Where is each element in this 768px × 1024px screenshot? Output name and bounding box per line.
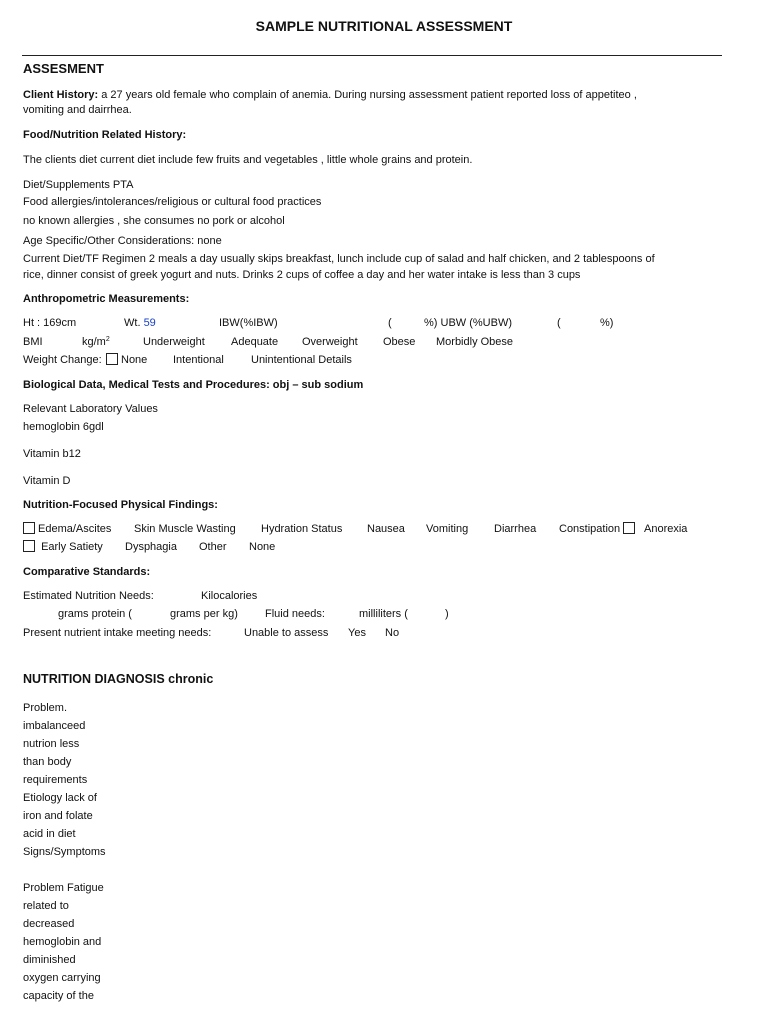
intake-unable: Unable to assess — [244, 627, 329, 639]
finding-nausea: Nausea — [367, 523, 405, 535]
weight-label: Wt. — [124, 317, 141, 329]
ubw-paren-open: ( — [557, 317, 561, 329]
weight-field — [124, 316, 156, 330]
client-history-text: a 27 years old female who complain of anemia. During nursing assessment patient reported loss of appetiteo , — [98, 89, 637, 101]
comparative-heading: Comparative Standards: — [23, 566, 151, 578]
diagnosis-line: related to — [23, 900, 69, 912]
current-diet-line2: rice, dinner consist of greek yogurt and nuts. Drinks 2 cups of coffee a day and her water intake is less than 3 cups — [23, 269, 581, 281]
food-allergies: Food allergies/intolerances/religious or cultural food practices — [23, 196, 322, 208]
diagnosis-line: hemoglobin and — [23, 936, 102, 948]
ubw-label: %) UBW (%UBW) — [424, 317, 512, 329]
grams-per-kg-label: grams per kg) — [170, 608, 238, 620]
section-assessment-heading: ASSESMENT — [23, 61, 104, 76]
diagnosis-line: than body — [23, 756, 72, 768]
finding-constipation-option[interactable] — [559, 522, 638, 536]
no-allergies: no known allergies , she consumes no pork or alcohol — [23, 215, 285, 227]
finding-hydration: Hydration Status — [261, 523, 343, 535]
diagnosis-line: requirements — [23, 774, 88, 786]
weight-change-checkbox[interactable] — [106, 353, 118, 365]
edema-checkbox[interactable] — [23, 522, 35, 534]
age-specific: Age Specific/Other Considerations: none — [23, 235, 222, 247]
diagnosis-spacer — [23, 861, 113, 879]
ubw-pct-close: %) — [600, 317, 614, 329]
diagnosis-line: iron and folate — [23, 810, 93, 822]
client-history-line2: vomiting and dairrhea. — [23, 104, 132, 116]
bmi-label: BMI — [23, 336, 43, 348]
diagnosis-line: oxygen carrying — [23, 972, 101, 984]
diagnosis-line: Problem Fatigue — [23, 882, 104, 894]
finding-dysphagia: Dysphagia — [125, 541, 177, 553]
finding-edema: Edema/Ascites — [38, 523, 112, 535]
vitamin-b12: Vitamin b12 — [23, 448, 81, 460]
ibw-label: IBW(%IBW) — [219, 317, 278, 329]
intake-yes: Yes — [348, 627, 366, 639]
physical-findings-heading: Nutrition-Focused Physical Findings: — [23, 499, 218, 511]
finding-constipation: Constipation — [559, 523, 621, 535]
diagnosis-line: Problem. — [23, 702, 68, 714]
estimated-needs-label: Estimated Nutrition Needs: — [23, 590, 154, 602]
lab-values-label: Relevant Laboratory Values — [23, 403, 158, 415]
diagnosis-line: acid in diet — [23, 828, 76, 840]
biological-heading: Biological Data, Medical Tests and Procedures: obj – sub sodium — [23, 379, 364, 391]
food-history-text: The clients diet current diet include few fruits and vegetables , little whole grains and protein. — [23, 154, 473, 166]
finding-vomiting: Vomiting — [426, 523, 469, 535]
diagnosis-line: nutrion less — [23, 738, 80, 750]
bmi-underweight: Underweight — [143, 336, 205, 348]
diagnosis-line: imbalanceed — [23, 720, 86, 732]
bmi-overweight: Overweight — [302, 336, 358, 348]
weight-change-label: Weight Change: — [23, 354, 102, 366]
present-intake-label: Present nutrient intake meeting needs: — [23, 627, 212, 639]
food-history-label: Food/Nutrition Related History: — [23, 129, 187, 141]
finding-skin-muscle: Skin Muscle Wasting — [134, 523, 236, 535]
diet-supplements: Diet/Supplements PTA — [23, 179, 134, 191]
finding-other: Other — [199, 541, 227, 553]
constipation-checkbox[interactable] — [623, 522, 635, 534]
client-history-label: Client History: — [23, 89, 99, 101]
finding-early-satiety: Early Satiety — [41, 541, 103, 553]
kilocalories-label: Kilocalories — [201, 590, 258, 602]
finding-edema-option[interactable] — [23, 522, 111, 536]
ibw-paren-open: ( — [388, 317, 392, 329]
weight-value: 59 — [143, 317, 156, 329]
bmi-obese: Obese — [383, 336, 416, 348]
finding-none: None — [249, 541, 276, 553]
client-history-line1 — [23, 88, 637, 102]
fluid-needs-label: Fluid needs: — [265, 608, 325, 620]
anthro-heading: Anthropometric Measurements: — [23, 293, 190, 305]
bmi-adequate: Adequate — [231, 336, 279, 348]
diagnosis-line: Etiology lack of — [23, 792, 97, 804]
diagnosis-heading: NUTRITION DIAGNOSIS chronic — [23, 672, 214, 686]
bmi-unit-text: kg/m — [82, 336, 106, 348]
page-title: SAMPLE NUTRITIONAL ASSESSMENT — [255, 18, 513, 34]
finding-anorexia: Anorexia — [644, 523, 688, 535]
weight-change-intentional: Intentional — [173, 354, 224, 366]
diagnosis-line: diminished — [23, 954, 76, 966]
intake-no: No — [385, 627, 400, 639]
milliliters-label: milliliters ( — [359, 608, 408, 620]
weight-change-none-option[interactable] — [106, 353, 147, 367]
milliliters-close: ) — [445, 608, 449, 620]
bmi-unit — [82, 335, 110, 349]
current-diet-line1: Current Diet/TF Regimen 2 meals a day usually skips breakfast, lunch include cup of salad and half chicken, and 2 tablespoons of — [23, 253, 655, 265]
weight-change-unintentional: Unintentional Details — [251, 354, 352, 366]
weight-change-none: None — [121, 354, 148, 366]
grams-protein-label: grams protein ( — [58, 608, 132, 620]
diagnosis-column — [23, 699, 113, 1005]
diagnosis-line: capacity of the — [23, 990, 94, 1002]
bmi-morbidly-obese: Morbidly Obese — [436, 336, 514, 348]
diagnosis-line: decreased — [23, 918, 75, 930]
hemoglobin-value: hemoglobin 6gdl — [23, 421, 104, 433]
vitamin-d: Vitamin D — [23, 475, 71, 487]
bmi-unit-sup: 2 — [105, 336, 110, 343]
diagnosis-line: Signs/Symptoms — [23, 846, 106, 858]
title-divider — [22, 55, 722, 56]
height-value: Ht : 169cm — [23, 317, 77, 329]
finding-early-satiety-option[interactable] — [23, 540, 103, 554]
early-satiety-checkbox[interactable] — [23, 540, 35, 552]
finding-diarrhea: Diarrhea — [494, 523, 537, 535]
